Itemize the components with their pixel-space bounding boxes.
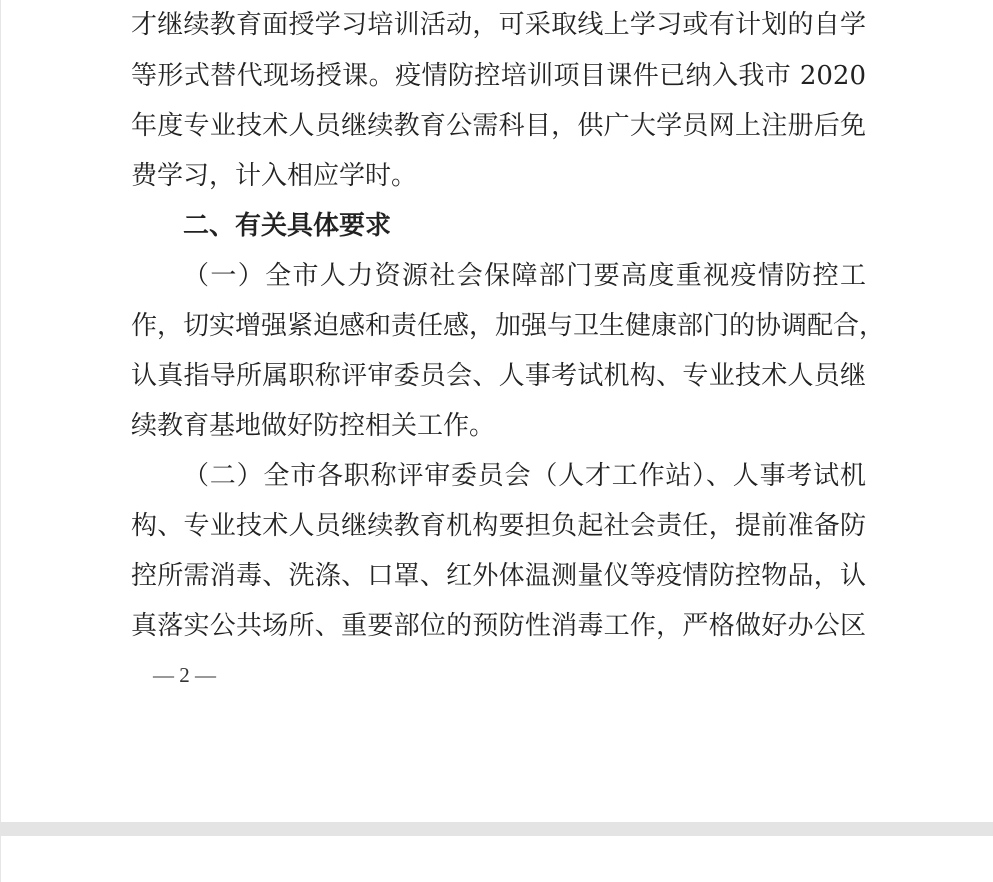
next-page xyxy=(0,836,993,882)
page-separator xyxy=(0,822,993,836)
text-line: 作，切实增强紧迫感和责任感，加强与卫生健康部门的协调配合， xyxy=(131,311,886,341)
text-line: （一）全市人力资源社会保障部门要高度重视疫情防控工 xyxy=(183,261,866,291)
text-line: 年度专业技术人员继续教育公需科目，供广大学员网上注册后免 xyxy=(131,111,866,141)
text-line: 费学习，计入相应学时。 xyxy=(131,161,418,191)
page-number: — 2 — xyxy=(153,663,216,687)
text-line: 构、专业技术人员继续教育机构要担负起社会责任，提前准备防 xyxy=(131,511,866,541)
text-line: 续教育基地做好防控相关工作。 xyxy=(131,411,496,441)
text-line: 等形式替代现场授课。疫情防控培训项目课件已纳入我市 2020 xyxy=(131,61,866,91)
text-line: （二）全市各职称评审委员会（人才工作站）、人事考试机 xyxy=(183,461,866,491)
text-line: 真落实公共场所、重要部位的预防性消毒工作，严格做好办公区 xyxy=(131,611,866,641)
section-heading: 二、有关具体要求 xyxy=(183,211,392,241)
text-line: 才继续教育面授学习培训活动，可采取线上学习或有计划的自学 xyxy=(131,10,866,40)
text-line: 控所需消毒、洗涤、口罩、红外体温测量仪等疫情防控物品，认 xyxy=(131,561,866,591)
text-line: 认真指导所属职称评审委员会、人事考试机构、专业技术人员继 xyxy=(131,361,866,391)
